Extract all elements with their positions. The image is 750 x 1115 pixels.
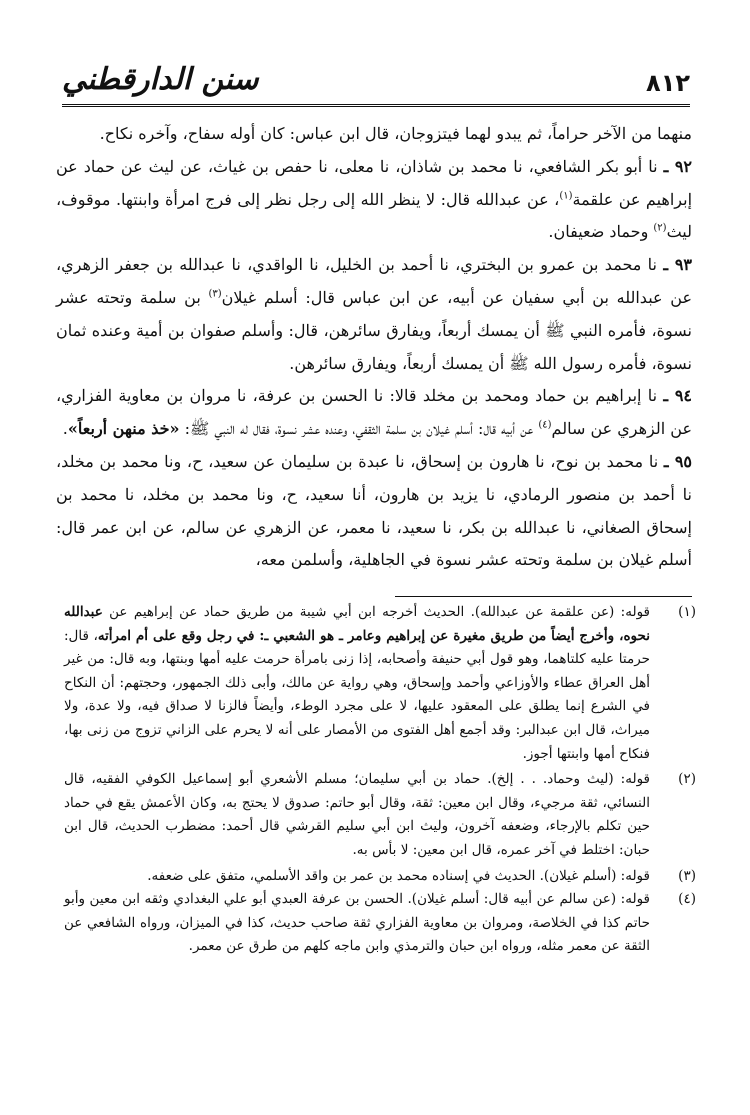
paragraph-continuation: منهما من الآخر حراماً، ثم يبدو لهما فيتزوجان، قال ابن عباس: كان أوله سفاح، وآخره نكاح. xyxy=(99,124,692,143)
hadith-number: ٩٥ ـ xyxy=(663,451,692,471)
footnote-text-part: ، قال: حرمتا عليه كلتاهما، وهو قول أبي حنيفة وأصحابه، إذا زنى بامرأة حرمت عليه أمها وبنتها، وبه قال: من غير أهل العراق عطاء والأوزاعي وأحمد وإسحاق، وهي رواية عن مالك، وأبى ذلك الجمهور، وحجتهم: أن النكاح في الشرع إنما يطلق على المعقود عليها، لا على مجرد الوطء، وأيضاً فالزنا لا صداق فيه، ولا عدة، ولا ميراث، قال ابن عبدالبر: وقد أجمع أهل الفتوى من الأمصار على أنه لا يحرم على الزاني تزوج من زنى بها، فنكاح أمها وابنتها أجوز. xyxy=(64,627,650,762)
main-text xyxy=(56,118,692,577)
hadith-text: نا محمد بن عمرو بن البختري، نا أحمد بن الخليل، نا الواقدي، نا عبدالله بن جعفر الزهري، عن عبدالله بن أبي سفيان عن أبيه، عن ابن عباس قال: أسلم غيلان xyxy=(56,255,692,307)
hadith-number: ٩٣ ـ xyxy=(663,255,693,275)
book-title: سنن الدارقطني xyxy=(62,62,259,97)
footnote-number: (٢) xyxy=(678,771,696,788)
footnotes xyxy=(64,601,696,959)
hadith-number: ٩٢ ـ xyxy=(663,156,692,176)
hadith-94 xyxy=(56,380,692,446)
footnote-4 xyxy=(64,888,696,959)
hadith-text: وحماد ضعيفان. xyxy=(548,222,654,242)
footnote-ref[interactable]: (٣) xyxy=(208,288,222,300)
footnote-divider xyxy=(395,596,692,597)
hadith-text: ، عن عبدالله قال: لا ينظر الله إلى رجل نظر إلى فرج امرأة وابنتها. موقوف، ليث xyxy=(56,189,692,242)
footnote-text-part: قوله: (عن علقمة عن عبدالله). الحديث أخرجه ابن أبي شيبة من طريق حماد عن إبراهيم عن xyxy=(102,604,650,620)
footnote-text: قوله: (عن سالم عن أبيه قال: أسلم غيلان). الحسن بن عرفة العبدي أبو علي البغدادي وثقه ابن معين وأبو حاتم كذا في الخلاصة، ومروان بن معاوية الفزاري ثقة صاحب حديث، كذا في الميزان، ورواه الشافعي عن الثقة عن معمر مثله، ورواه ابن حبان والترمذي وابن ماجه كلهم من طرق عن معمر. xyxy=(64,891,650,955)
footnote-text: قوله: (ليث وحماد. . . إلخ). حماد بن أبي سليمان؛ مسلم الأشعري أبو إسماعيل الكوفي الفقيه، قال النسائي، ثقة مرجيء، وقال ابن معين: ثقة، وقال أبو حاتم: صدوق لا يحتج به، وكان الأعمش يقع في حماد حين تكلم بالإرجاء، وضعفه آخرون، وليث ابن أبي سليم القرشي قال أحمد: مضطرب الحديث، قال ابن حبان: اختلط في آخر عمره، قال ابن معين: لا بأس به. xyxy=(64,771,650,858)
hadith-95 xyxy=(56,446,692,577)
footnote-number: (٤) xyxy=(678,891,696,908)
footnote-2 xyxy=(64,768,696,862)
hadith-text: بن سلمة وتحته عشر نسوة، فأمره النبي ﷺ أن يمسك أربعاً، ويفارق سائرهن، قال: وأسلم صفوان بن أمية وعنده ثمان نسوة، فأمره رسول الله ﷺ أن يمسك أربعاً، ويفارق سائرهن. xyxy=(56,287,692,373)
footnote-number: (٣) xyxy=(678,867,696,884)
hadith-text: نا محمد بن نوح، نا هارون بن إسحاق، نا عبدة بن سليمان عن سعيد، ح، ونا محمد بن مخلد، نا أحمد بن منصور الرمادي، نا يزيد بن هارون، أنا سعيد، ح، ونا محمد بن مخلد، نا محمد بن إسحاق الصغاني، نا عبدالله بن بكر، نا سعيد، نا معمر، عن الزهري عن سالم، عن ابن عمر قال: أسلم غيلان بن سلمة وتحته عشر نسوة في الجاهلية، وأسلمن معه، xyxy=(56,451,692,570)
footnote-ref[interactable]: (٤) xyxy=(538,419,552,431)
hadith-92 xyxy=(56,151,692,249)
hadith-number: ٩٤ ـ xyxy=(663,386,692,406)
footnote-text xyxy=(64,601,650,766)
hadith-text: نا أبو بكر الشافعي، نا محمد بن شاذان، نا معلى، نا حفص بن غياث، عن ليث عن حماد عن إبراهيم عن علقمة xyxy=(56,156,693,209)
footnote-ref[interactable]: (٢) xyxy=(653,223,667,235)
page-header xyxy=(62,60,690,106)
header-rule xyxy=(62,104,690,107)
footnote-1 xyxy=(64,601,696,766)
footnote-number: (١) xyxy=(678,604,696,620)
hadith-text: . xyxy=(62,419,68,439)
hadith-text: عن أبيه قال: أسلم غيلان بن سلمة الثقفي، وعنده عشر نسوة، فقال له النبي ﷺ: xyxy=(179,419,539,439)
hadith-93 xyxy=(56,249,692,380)
footnote-ref[interactable]: (١) xyxy=(559,190,573,202)
page-number: ٨١٢ xyxy=(646,69,690,97)
footnote-text: قوله: (أسلم غيلان). الحديث في إسناده محمد بن عمر بن واقد الأسلمي، متفق على ضعفه. xyxy=(147,867,650,884)
prophet-quote: «خذ منهن أربعاً» xyxy=(67,419,180,439)
footnote-3 xyxy=(64,865,696,889)
footnote-bold-part: عبدالله نحوه، وأخرج أيضاً من طريق مغيرة عن إبراهيم وعامر ـ هو الشعبي ـ: في رجل وقع على أم امرأته xyxy=(64,604,650,644)
hadith-text: نا إبراهيم بن حماد ومحمد بن مخلد قالا: نا الحسن بن عرفة، نا مروان بن معاوية الفزاري، عن الزهري عن سالم xyxy=(56,386,692,439)
